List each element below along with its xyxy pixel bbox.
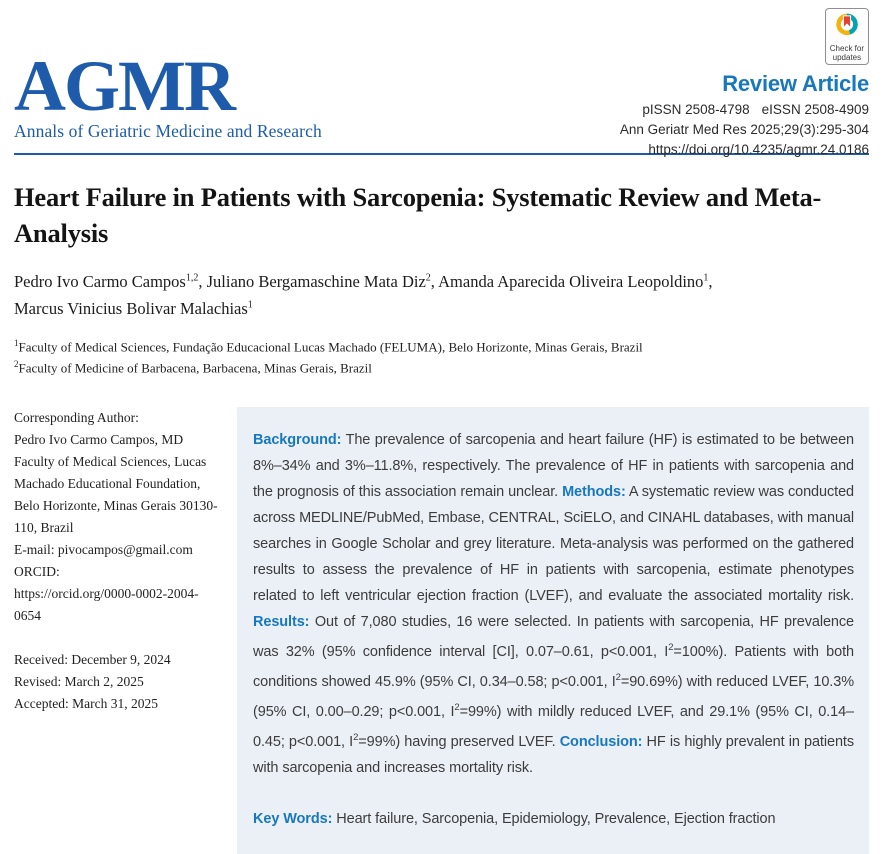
abstract-section-label: Background: (253, 432, 342, 449)
abstract-segment: 2 (454, 702, 460, 713)
affiliation: $^2$Faculty of Medicine of Barbacena, Barbacena, Minas Gerais, Brazil (14, 358, 372, 376)
check-for-updates-badge[interactable] (825, 8, 869, 65)
keywords-values: Heart failure, Sarcopenia, Epidemiology, Prevalence, Ejection fraction (332, 810, 776, 827)
author-affiliation-marker: 1 (703, 272, 709, 284)
issn-line: pISSN 2508-4798 eISSN 2508-4909 (642, 102, 869, 117)
author: Juliano Bergamaschine Mata Diz$^2$, (206, 271, 439, 291)
journal-logo: AGMR (14, 46, 234, 126)
author-affiliation-marker: 1,2 (185, 272, 199, 284)
corresponding-author-email[interactable]: E-mail: pivocampos@gmail.com (14, 542, 193, 558)
corresponding-author-heading: Corresponding Author: (14, 410, 139, 426)
header-right-block (620, 8, 869, 160)
crossmark-label: Check for updates (829, 44, 864, 62)
page-title: Heart Failure in Patients with Sarcopenia: Systematic Review and Meta-Analysis (14, 181, 822, 248)
abstract-segment: A systematic review was conducted across MEDLINE/PubMed, Embase, CENTRAL, SciELO, and CINAHL databases, with manual searches in Google Scholar and grey literature. Meta-analysis was performed on the gathered results to assess the prevalence of HF in patients with sarcopenia, estimate phenotypes related to left ventricular ejection fraction (LVEF), and evaluate the associated mortality risk. (253, 484, 854, 605)
received-date: Received: December 9, 2024 (14, 652, 171, 668)
keywords-line (253, 806, 854, 832)
abstract-section-label: Results: (253, 614, 310, 631)
main-content (14, 407, 869, 853)
affiliation-list (14, 337, 869, 378)
journal-header (14, 0, 869, 155)
corresponding-author-address: Faculty of Medical Sciences, Lucas Machado Educational Foundation, Belo Horizonte, Minas Gerais 30130-110, Brazil (14, 454, 218, 536)
article-type-label: Review Article (722, 71, 869, 96)
article-history-block (14, 649, 222, 715)
keywords-label: Key Words: (253, 810, 333, 827)
abstract-segment: =99%) with mildly reduced LVEF, and 29.1% (95% CI, 0.14–0.45; p<0.001, I (253, 703, 854, 750)
abstract-segment: HF is highly prevalent in patients with sarcopenia and increases mortality risk. (253, 733, 854, 776)
abstract-segment: =90.69%) with reduced LVEF, 10.3% (95% CI, 0.00–0.29; p<0.001, I (253, 674, 854, 720)
abstract-section-label: Conclusion: (559, 733, 643, 750)
author-affiliation-marker: 1 (247, 299, 253, 311)
abstract-text (253, 427, 854, 780)
corresponding-author-block (14, 407, 222, 627)
abstract-segment: =100%). Patients with both conditions showed 45.9% (95% CI, 0.34–0.58; p<0.001, I (253, 644, 854, 690)
abstract-segment: =99%) having preserved LVEF. (358, 733, 560, 750)
author-list (14, 269, 869, 322)
revised-date: Revised: March 2, 2025 (14, 674, 144, 690)
corresponding-author-name: Pedro Ivo Carmo Campos, MD (14, 432, 184, 448)
article-info-sidebar (14, 407, 222, 715)
abstract-segment: Out of 7,080 studies, 16 were selected. In patients with sarcopenia, HF prevalence was 32% (95% confidence interval [CI], 0.07–0.61, p<0.001, I (253, 614, 854, 661)
orcid-link[interactable]: https://orcid.org/0000-0002-2004-0654 (14, 586, 199, 624)
abstract-panel (237, 407, 869, 853)
author: Marcus Vinicius Bolivar Malachias$^1$ (14, 298, 253, 318)
abstract-segment: 2 (353, 731, 359, 743)
author-affiliation-marker: 2 (425, 272, 431, 284)
author: Pedro Ivo Carmo Campos$^{1,2}$, (14, 271, 207, 291)
citation-line: Ann Geriatr Med Res 2025;29(3):295-304 (619, 122, 869, 137)
affiliation: $^1$Faculty of Medical Sciences, Fundação Educacional Lucas Machado (FELUMA), Belo Horizonte, Minas Gerais, Brazil (14, 338, 643, 355)
orcid-heading: ORCID: (14, 564, 60, 580)
doi-link[interactable]: https://doi.org/10.4235/agmr.24.0186 (648, 142, 869, 157)
abstract-section-label: Methods: (562, 484, 626, 501)
journal-subtitle: Annals of Geriatric Medicine and Research (14, 120, 322, 141)
abstract-segment: 2 (615, 672, 621, 684)
abstract-segment: The prevalence of sarcopenia and heart failure (HF) is estimated to be between 8%–34% and 3%–11.8%, respectively. The prevalence of HF in patients with sarcopenia and the prognosis of this association remain unclear. (253, 432, 854, 501)
journal-meta-block (620, 100, 869, 160)
author: Amanda Aparecida Oliveira Leopoldino$^1$, (438, 271, 713, 291)
accepted-date: Accepted: March 31, 2025 (14, 696, 158, 712)
crossmark-icon (834, 12, 860, 38)
abstract-segment: 2 (668, 642, 674, 654)
